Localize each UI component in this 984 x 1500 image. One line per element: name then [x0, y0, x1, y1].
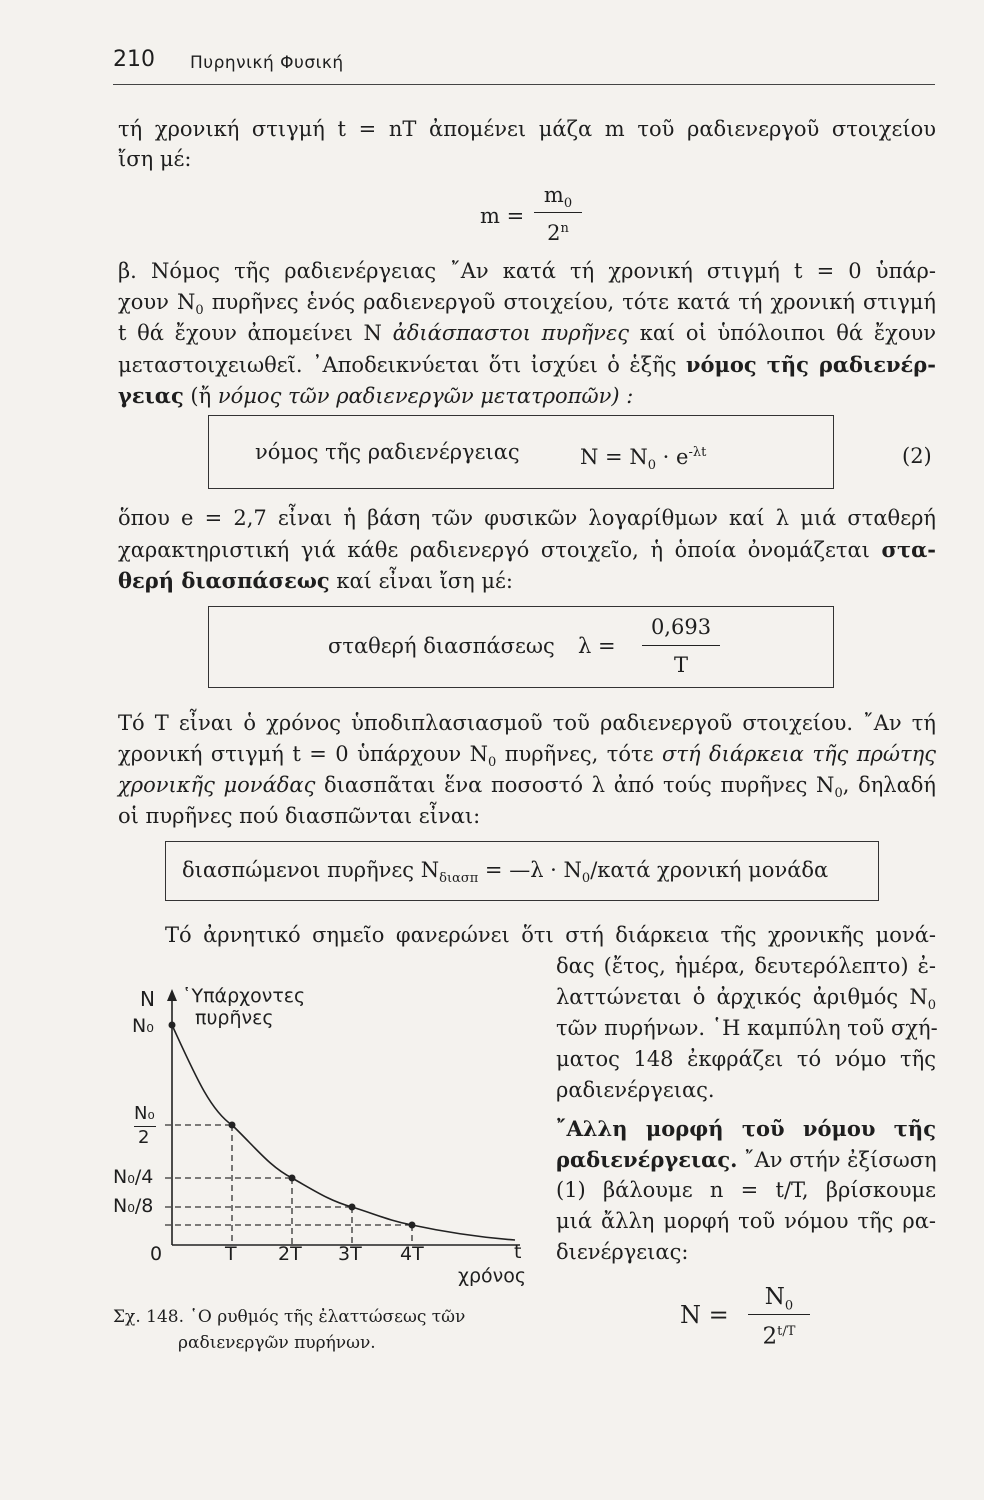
eq3-fraction-line	[642, 645, 720, 646]
intro-line-2: ἴση μέ:	[118, 147, 192, 171]
para-alt-line-2: ραδιενέργειας. ῎Αν στήν ἐξίσωση	[556, 1147, 937, 1172]
para-neg-line-4: τῶν πυρήνων. ῾Η καμπύλη τοῦ σχή-	[556, 1016, 938, 1040]
eq1-numerator: $m_0$	[543, 183, 573, 212]
figure-caption-1: Σχ. 148. ῾Ο ρυθμός τῆς ἐλαττώσεως τῶν	[113, 1307, 466, 1327]
para-t-line-4: οἱ πυρῆνες πού διασπῶνται εἶναι:	[118, 804, 481, 828]
para-b-line-2: χουν $N_0$ πυρῆνες ἑνός ραδιενεργοῦ στοιχείου, τότε κατά τή χρονική στιγμή	[118, 290, 936, 319]
para-t-line-2: χρονική στιγμή t = 0 ὑπάρχουν $N_0$ πυρῆνες, τότε στή διάρκεια τῆς πρώτης	[118, 742, 936, 771]
x-tick-T: T	[225, 1243, 237, 1265]
x-tick-3T: 3T	[338, 1243, 362, 1265]
para-e-line-3: θερή διασπάσεως καί εἶναι ἴση μέ:	[118, 568, 513, 593]
para-neg-line-1: Τό ἀρνητικό σημεῖο φανερώνει ὅτι στή διάρκεια τῆς χρονικῆς μονά-	[165, 923, 936, 947]
para-alt-line-3: (1) βάλουμε n = t/T, βρίσκουμε	[556, 1178, 936, 1202]
para-neg-line-3: λαττώνεται ὁ ἀρχικός ἀριθμός $N_0$	[556, 985, 936, 1014]
x-tick-2T: 2T	[278, 1243, 302, 1265]
y-tick-eighth: N₀/8	[113, 1195, 154, 1217]
eq2-number: (2)	[902, 444, 932, 468]
para-b-line-3: t θά ἔχουν ἀπομείνει N ἀδιάσπαστοι πυρῆνες καί οἱ ὑπόλοιποι θά ἔχουν	[118, 321, 936, 345]
intro-line-1: τή χρονική στιγμή t = nT ἀπομένει μάζα m τοῦ ραδιενεργοῦ στοιχείου	[118, 117, 936, 141]
y-tick-half-den: 2	[138, 1127, 150, 1148]
y-tick-N0: N₀	[132, 1015, 154, 1037]
point-t0	[169, 1022, 176, 1029]
para-alt-line-5: διενέργειας:	[556, 1240, 689, 1264]
eq5-numerator: $N_0$	[764, 1284, 794, 1314]
page-number: 210	[113, 47, 155, 72]
x-tick-t: t	[514, 1241, 522, 1263]
eq3-lhs: λ =	[578, 634, 616, 658]
y-axis-title-1: ῾Υπάρχοντες	[182, 985, 306, 1007]
eq5-fraction-line	[748, 1314, 810, 1315]
para-t-line-3: χρονικῆς μονάδας διασπᾶται ἕνα ποσοστό λ ἀπό τούς πυρῆνες $N_0$, δηλαδή	[118, 773, 937, 802]
running-title: Πυρηνική Φυσική	[190, 53, 344, 73]
para-neg-line-2: δας (ἔτος, ἡμέρα, δευτερόλεπτο) ἐ-	[556, 954, 936, 978]
x-tick-0: 0	[150, 1243, 163, 1265]
para-neg-line-5: ματος 148 ἐκφράζει τό νόμο τῆς	[556, 1047, 936, 1071]
figure-caption-2: ραδιενεργῶν πυρήνων.	[178, 1333, 376, 1353]
eq3-label: σταθερή διασπάσεως	[328, 634, 555, 658]
para-b-line-5: γειας (ἤ νόμος τῶν ραδιενεργῶν μετατροπῶν) :	[118, 383, 634, 408]
point-3T	[349, 1204, 356, 1211]
para-e-line-1: ὅπου e = 2,7 εἶναι ἡ βάση τῶν φυσικῶν λογαρίθμων καί λ μιά σταθερή	[118, 506, 936, 530]
eq3-denominator: T	[673, 653, 688, 677]
y-tick-half-num: N₀	[134, 1103, 155, 1124]
para-neg-line-6: ραδιενέργειας.	[556, 1078, 715, 1102]
para-alt-line-1: ῎Αλλη μορφή τοῦ νόμου τῆς	[556, 1116, 936, 1141]
dashed-guides	[165, 1125, 412, 1245]
para-e-line-2: χαρακτηριστική γιά κάθε ραδιενεργό στοιχεῖο, ἡ ὁποία ὀνομάζεται στα-	[118, 537, 936, 562]
decay-curve	[172, 1025, 515, 1240]
eq2-label: νόμος τῆς ραδιενέργειας	[255, 440, 520, 464]
eq5-denominator: $2^{t/T}$	[762, 1323, 796, 1350]
para-b-line-4: μεταστοιχειωθεῖ. ᾿Αποδεικνύεται ὅτι ἰσχύει ὁ ἑξῆς νόμος τῆς ραδιενέρ-	[118, 352, 936, 377]
eq4-formula: διασπώμενοι πυρῆνες $N_{\delta\iota\alpha\sigma\pi}$ = —λ · $N_0$/κατά χρονική μονάδα	[182, 858, 829, 887]
para-alt-line-4: μιά ἄλλη μορφή τοῦ νόμου τῆς ρα-	[556, 1209, 936, 1233]
para-b-line-1: β. Νόμος τῆς ραδιενέργειας ῎Αν κατά τή χρονική στιγμή t = 0 ὑπάρ-	[118, 259, 936, 283]
point-2T	[289, 1175, 296, 1182]
y-axis-title-2: πυρῆνες	[195, 1007, 274, 1029]
eq1-denominator: 2$^n$	[547, 221, 569, 245]
point-T	[229, 1122, 236, 1129]
eq3-numerator: 0,693	[650, 615, 712, 639]
eq1-lhs: m =	[480, 204, 525, 228]
y-axis-arrow-icon	[167, 989, 177, 1001]
point-4T	[409, 1222, 416, 1229]
eq2-formula: $N = N_0 \cdot e^{-\lambda t}$	[580, 445, 707, 474]
y-tick-quarter: N₀/4	[113, 1166, 154, 1188]
para-t-line-1: Τό T εἶναι ὁ χρόνος ὑποδιπλασιασμοῦ τοῦ ραδιενεργοῦ στοιχείου. ῎Αν τή	[118, 711, 936, 735]
x-axis-title: χρόνος	[458, 1265, 527, 1287]
eq5-lhs: N =	[680, 1301, 729, 1329]
decay-curve-graph	[110, 975, 540, 1275]
y-axis-letter: N	[140, 987, 155, 1011]
x-tick-4T: 4T	[400, 1243, 424, 1265]
header-rule	[113, 84, 935, 85]
